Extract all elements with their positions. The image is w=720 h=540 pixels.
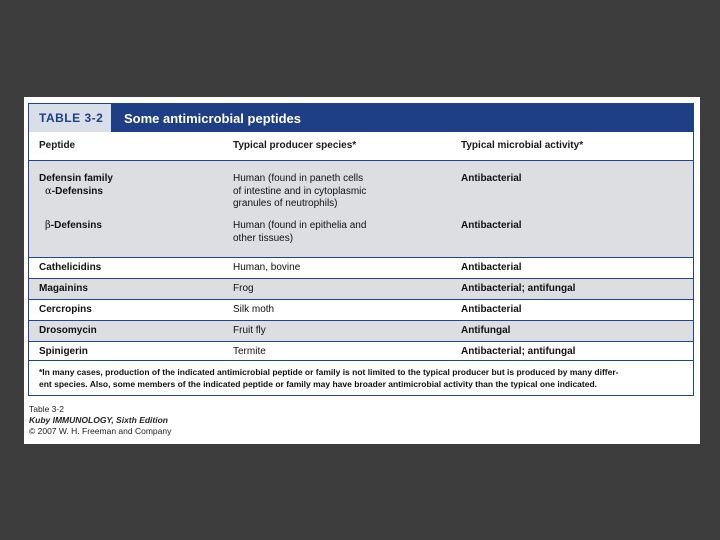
producer-cell — [233, 220, 366, 245]
peptide-cell: Drosomycin — [39, 325, 97, 336]
peptide-cell: Magainins — [39, 283, 88, 294]
figure-credit — [29, 404, 171, 437]
table-header — [29, 104, 693, 132]
column-header-peptide: Peptide — [39, 140, 76, 151]
peptide-name: -Defensins — [51, 185, 103, 197]
producer-cell: Fruit fly — [233, 325, 266, 336]
footnote-line: *In many cases, production of the indicated antimicrobial peptide or family is not limited to the typical producer but is produced by many differ- — [39, 367, 619, 377]
peptide-cell: Cercropins — [39, 304, 92, 315]
table-row — [29, 278, 693, 299]
table-number: TABLE 3-2 — [29, 104, 111, 132]
peptide-family-label: Defensin family — [39, 173, 113, 184]
credit-book: Kuby IMMUNOLOGY, Sixth Edition — [29, 415, 168, 425]
table-row — [29, 341, 693, 360]
producer-line: Human (found in epithelia and — [233, 220, 367, 231]
activity-cell: Antifungal — [461, 325, 511, 336]
table-row — [29, 299, 693, 320]
producer-cell: Silk moth — [233, 304, 275, 315]
table-footnote — [29, 360, 693, 395]
activity-cell: Antibacterial — [461, 220, 522, 231]
activity-cell: Antibacterial — [461, 304, 522, 315]
activity-cell: Antibacterial — [461, 173, 522, 184]
peptide-name: -Defensins — [50, 220, 102, 231]
activity-cell: Antibacterial — [461, 262, 522, 273]
table-row — [29, 257, 693, 278]
producer-line: other tissues) — [233, 232, 294, 244]
column-header-row — [29, 132, 693, 161]
producer-cell — [233, 173, 366, 211]
beta-symbol: β — [45, 220, 51, 231]
column-header-producer: Typical producer species* — [233, 140, 357, 151]
peptide-cell — [39, 173, 113, 198]
table-row — [29, 320, 693, 341]
producer-line: granules of neutrophils) — [233, 198, 338, 209]
table-title: Some antimicrobial peptides — [124, 110, 301, 126]
activity-cell: Antibacterial; antifungal — [461, 346, 576, 357]
peptide-cell: Cathelicidins — [39, 262, 102, 273]
producer-cell: Termite — [233, 346, 266, 357]
table-figure — [28, 103, 694, 396]
producer-line: of intestine and in cytoplasmic — [233, 185, 367, 197]
credit-label: Table 3-2 — [29, 404, 64, 414]
peptide-cell — [45, 220, 102, 233]
activity-cell: Antibacterial; antifungal — [461, 283, 576, 294]
producer-cell: Frog — [233, 283, 254, 294]
table-row — [29, 161, 693, 257]
alpha-symbol: α — [45, 185, 52, 197]
peptide-subtype — [39, 186, 113, 199]
producer-line: Human (found in paneth cells — [233, 173, 364, 184]
peptide-cell: Spinigerin — [39, 346, 88, 357]
producer-cell: Human, bovine — [233, 262, 301, 273]
credit-copyright: © 2007 W. H. Freeman and Company — [29, 426, 172, 436]
slide — [24, 97, 700, 444]
footnote-line: ent species. Also, some members of the indicated peptide or family may have broader antimicrobial activity than the typical one indicated. — [39, 379, 598, 389]
column-header-activity: Typical microbial activity* — [461, 140, 584, 151]
